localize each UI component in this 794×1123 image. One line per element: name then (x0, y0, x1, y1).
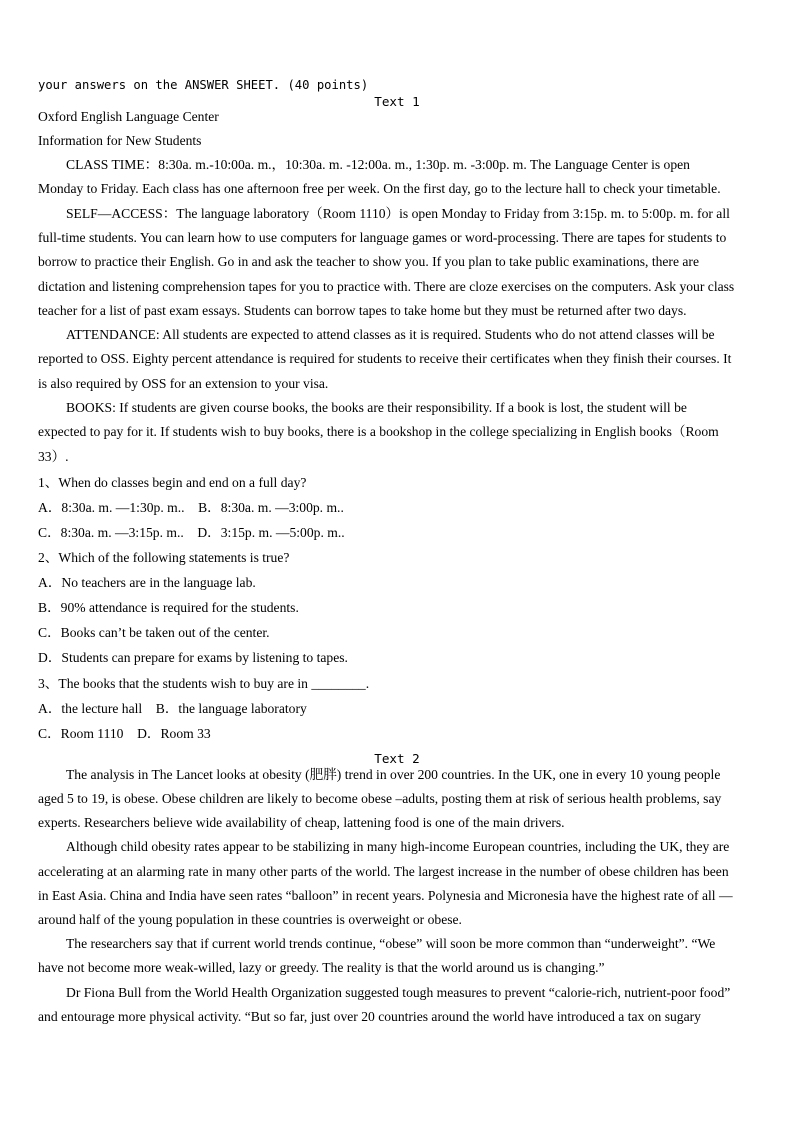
paragraph-line: reported to OSS. Eighty percent attendance is required for students to receive their certificates when they finish their courses. It (38, 351, 732, 366)
paragraph-line: Monday to Friday. Each class has one afternoon free per week. On the first day, go to the lecture hall to check your timetable. (38, 181, 721, 196)
paragraph-line: teacher for a list of past exam essays. Students can borrow tapes to take home but they must be returned after two days. (38, 303, 687, 318)
paragraph-line: Although child obesity rates appear to be stabilizing in many high-income European countries, including the UK, they are (66, 839, 730, 854)
text1-subtitle: Information for New Students (38, 133, 202, 148)
paragraph-line: CLASS TIME：8:30a. m.-10:00a. m.，10:30a. m. -12:00a. m., 1:30p. m. -3:00p. m. The Language Center is open (66, 157, 690, 172)
text2-heading: Text 2 (374, 751, 420, 766)
paragraph-line: 33）. (38, 449, 69, 464)
paragraph-line: Dr Fiona Bull from the World Health Organization suggested tough measures to prevent “calorie-rich, nutrient-poor food” (66, 985, 731, 1000)
question-3-options: C．Room 1110 D．Room 33 (38, 726, 211, 741)
text1-title: Oxford English Language Center (38, 109, 219, 124)
question-1-stem: 1、When do classes begin and end on a full day? (38, 475, 307, 490)
question-2-option: C．Books can’t be taken out of the center. (38, 625, 270, 640)
paragraph-line: ATTENDANCE: All students are expected to attend classes as it is required. Students who do not attend classes will be (66, 327, 715, 342)
paragraph-line: dictation and listening comprehension tapes for you to practice with. There are cloze exercises on the computers. Ask your class (38, 279, 735, 294)
paragraph-line: full-time students. You can learn how to use computers for language games or word-processing. There are tapes for students to (38, 230, 727, 245)
paragraph-line: SELF—ACCESS：The language laboratory（Room 1110）is open Monday to Friday from 3:15p. m. to 5:00p. m. for all (66, 206, 730, 221)
question-1-options: A．8:30a. m. —1:30p. m.. B．8:30a. m. —3:00p. m.. (38, 500, 344, 515)
question-1-options: C．8:30a. m. —3:15p. m.. D．3:15p. m. —5:00p. m.. (38, 525, 345, 540)
question-3-stem: 3、The books that the students wish to buy are in ________. (38, 676, 370, 691)
question-2-option: B．90% attendance is required for the students. (38, 600, 299, 615)
paragraph-line: borrow to practice their English. Go in and ask the teacher to show you. If you plan to take public examinations, there are (38, 254, 699, 269)
paragraph-line: expected to pay for it. If students wish to buy books, there is a bookshop in the college specializing in English books（Room (38, 424, 719, 439)
paragraph-line: is also required by OSS for an extension to your visa. (38, 376, 329, 391)
question-2-stem: 2、Which of the following statements is true? (38, 550, 290, 565)
paragraph-line: accelerating at an alarming rate in many other parts of the world. The largest increase in the number of obese children has been (38, 864, 729, 879)
question-2-option: A．No teachers are in the language lab. (38, 575, 256, 590)
instruction-text: your answers on the ANSWER SHEET. (40 points) (38, 78, 369, 92)
paragraph-line: aged 5 to 19, is obese. Obese children are likely to become obese –adults, posting them at risk of serious health problems, say (38, 791, 722, 806)
paragraph-line: BOOKS: If students are given course books, the books are their responsibility. If a book is lost, the student will be (66, 400, 687, 415)
paragraph-line: around half of the young population in these countries is overweight or obese. (38, 912, 462, 927)
paragraph-line: and entourage more physical activity. “But so far, just over 20 countries around the world have introduced a tax on sugary (38, 1009, 701, 1024)
paragraph-line: The analysis in The Lancet looks at obesity (肥胖) trend in over 200 countries. In the UK, one in every 10 young people (66, 767, 721, 782)
paragraph-line: The researchers say that if current world trends continue, “obese” will soon be more common than “underweight”. “We (66, 936, 716, 951)
question-3-options: A．the lecture hall B．the language laboratory (38, 701, 307, 716)
question-2-option: D．Students can prepare for exams by listening to tapes. (38, 650, 348, 665)
paragraph-line: in East Asia. China and India have seen rates “balloon” in recent years. Polynesia and Micronesia have the highest rate of all — (38, 888, 733, 903)
paragraph-line: experts. Researchers believe wide availability of cheap, lattening food is one of the main drivers. (38, 815, 565, 830)
text1-heading: Text 1 (374, 94, 420, 109)
paragraph-line: have not become more weak-willed, lazy or greedy. The reality is that the world around us is changing.” (38, 960, 605, 975)
